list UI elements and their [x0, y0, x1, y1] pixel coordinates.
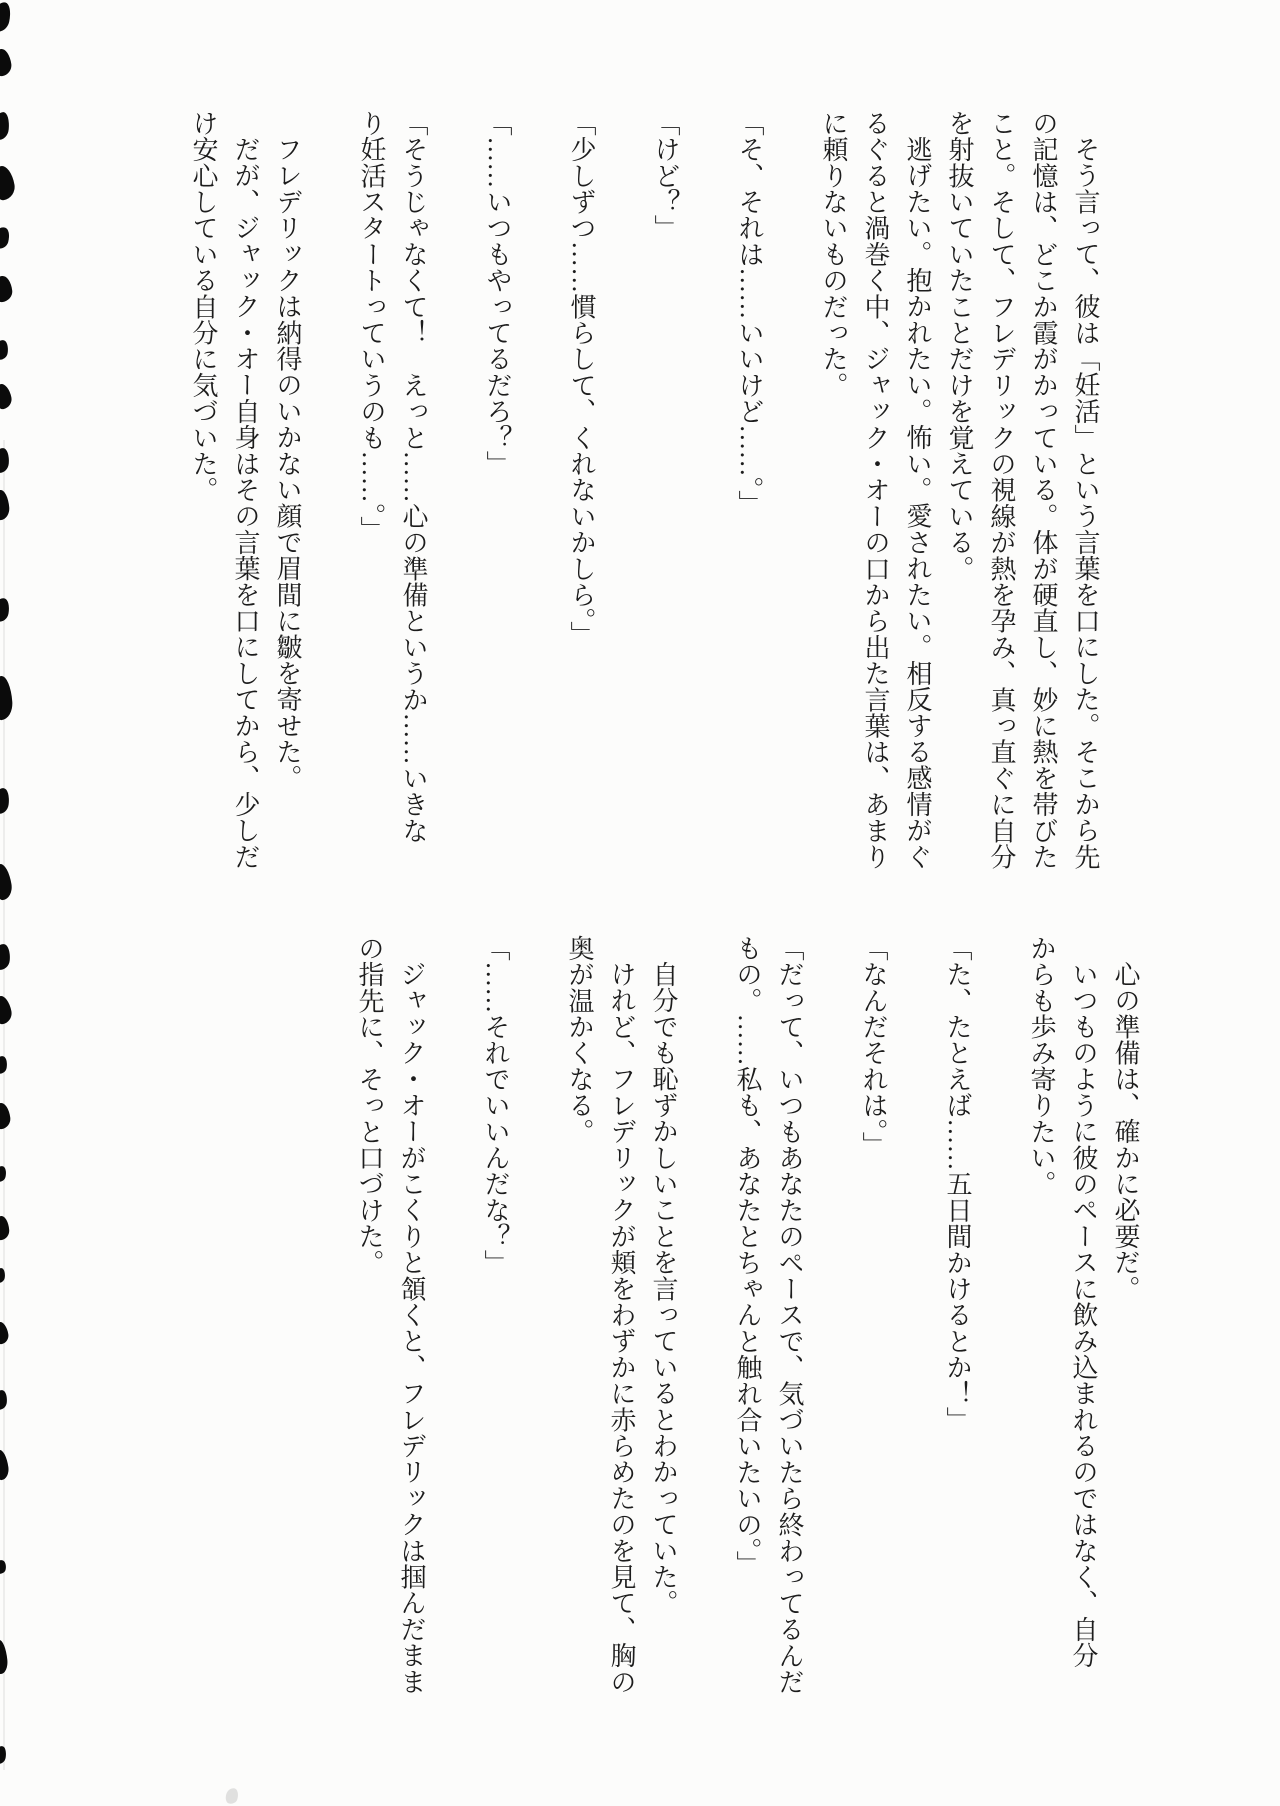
scan-artifact-blob — [0, 1102, 12, 1130]
text-line: 奥が温かくなる。 — [565, 935, 594, 1145]
text-line: からも歩み寄りたい。 — [1027, 935, 1056, 1197]
text-line: るぐると渦巻く中、ジャック・オーの口から出た言葉は、あまり — [861, 110, 890, 870]
scan-artifact-blob — [0, 275, 13, 303]
text-line: そう言って、彼は「妊活」という言葉を口にした。そこから先 — [1071, 136, 1100, 870]
scan-artifact-blob — [224, 1787, 240, 1806]
text-line: 自分でも恥ずかしいことを言っているとわかっていた。 — [649, 961, 678, 1616]
scan-artifact-blob — [0, 1215, 10, 1240]
text-line: 「そ、それは……いいけど……。」 — [735, 110, 764, 517]
scan-artifact-blob — [0, 164, 17, 201]
text-line: もの。……私も、あなたとちゃんと触れ合いたいの。」 — [733, 935, 762, 1577]
text-line: 「少しずつ……慣らして、くれないかしら。」 — [567, 110, 596, 648]
scan-artifact-blob — [0, 1267, 6, 1283]
text-line: の記憶は、どこか霞がかっている。体が硬直し、妙に熱を帯びた — [1029, 110, 1058, 870]
scan-artifact-blob — [0, 339, 9, 361]
text-line: 心の準備は、確かに必要だ。 — [1111, 961, 1140, 1302]
scan-artifact-blob — [0, 1745, 7, 1764]
scan-artifact-blob — [0, 383, 13, 411]
text-line: だが、ジャック・オー自身はその言葉を口にしてから、少しだ — [231, 136, 260, 870]
text-line: 逃げたい。抱かれたい。怖い。愛されたい。相反する感情がぐ — [903, 136, 932, 870]
text-line: こと。そして、フレデリックの視線が熱を孕み、真っ直ぐに自分 — [987, 110, 1016, 870]
scan-artifact-blob — [0, 597, 11, 623]
scan-artifact-blob — [0, 111, 10, 140]
scan-artifact-blob — [0, 1389, 8, 1410]
text-line: を射抜いていたことだけを覚えている。 — [945, 110, 974, 582]
scan-artifact-blob — [0, 48, 13, 77]
text-line: ジャック・オーがこくりと頷くと、フレデリックは掴んだまま — [397, 961, 426, 1695]
scan-artifact-blob — [0, 675, 14, 720]
text-line: 「だって、いつもあなたのペースで、気づいたら終わってるんだ — [775, 935, 804, 1695]
text-line: に頼りないものだった。 — [819, 110, 848, 399]
scan-artifact-blob — [0, 995, 14, 1026]
text-line: 「……いつもやってるだろ？」 — [483, 110, 512, 477]
text-line: けれど、フレデリックが頬をわずかに赤らめたのを見て、胸の — [607, 961, 636, 1695]
scan-artifact-blob — [0, 1055, 8, 1075]
scan-artifact-blob — [0, 1321, 10, 1345]
scan-artifact-blob — [0, 1449, 10, 1481]
text-line: 「……それでいいんだな？」 — [481, 935, 510, 1276]
text-line: り妊活スタートっていうのも……。」 — [357, 110, 386, 543]
text-block-top — [182, 110, 1106, 872]
text-line: の指先に、そっと口づけた。 — [355, 935, 384, 1276]
text-line: 「けど？」 — [651, 110, 680, 241]
scan-artifact-blob — [0, 1559, 7, 1575]
text-line: いつものように彼のペースに飲み込まれるのではなく、自分 — [1069, 961, 1098, 1669]
scan-artifact-blob — [0, 447, 10, 473]
scan-artifact-blob — [0, 489, 10, 520]
text-block-bottom — [348, 935, 1146, 1697]
text-line: け安心している自分に気づいた。 — [189, 110, 218, 503]
scan-artifact-blob — [0, 943, 11, 970]
text-line: フレデリックは納得のいかない顔で眉間に皺を寄せた。 — [273, 136, 302, 791]
scan-artifact-blob — [0, 225, 12, 250]
scan-artifact-blob — [0, 1, 13, 34]
text-line: 「た、たとえば……五日間かけるとか！」 — [943, 935, 972, 1433]
scan-artifact-blob — [0, 863, 14, 901]
text-line: 「なんだそれは。」 — [859, 935, 888, 1158]
text-line: 「そうじゃなくて！ えっと……心の準備というか……いきな — [399, 110, 428, 844]
scan-artifact-blob — [0, 787, 11, 815]
